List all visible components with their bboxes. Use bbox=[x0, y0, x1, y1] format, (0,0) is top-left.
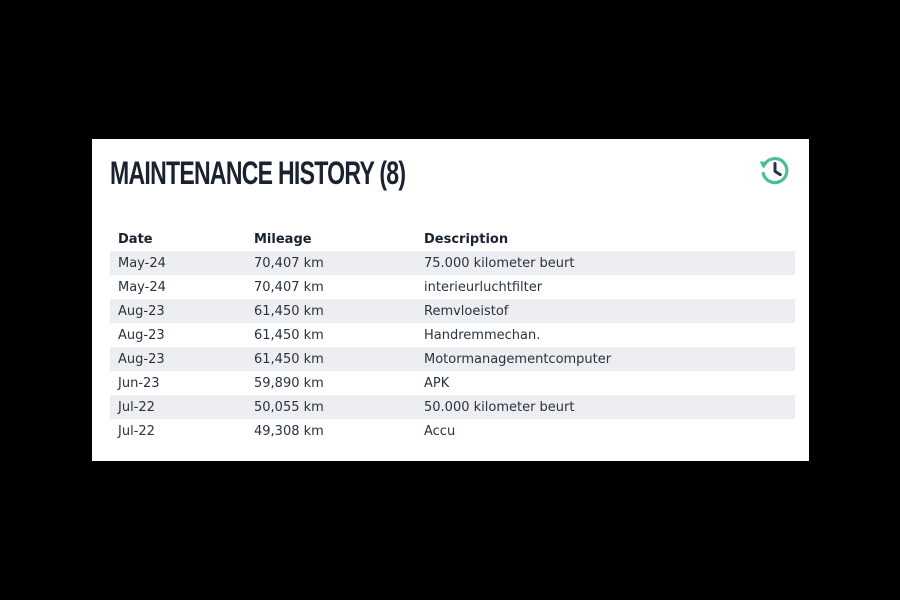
table-header-row bbox=[110, 227, 795, 251]
cell-date: Aug-23 bbox=[110, 347, 246, 371]
card-title: MAINTENANCE HISTORY (8) bbox=[110, 155, 406, 191]
table-row bbox=[110, 323, 795, 347]
cell-description: Accu bbox=[424, 423, 456, 439]
cell-date: Jul-22 bbox=[110, 395, 246, 419]
maintenance-history-card bbox=[92, 139, 809, 461]
table-row bbox=[110, 419, 795, 443]
cell-mileage: 61,450 km bbox=[246, 299, 416, 323]
cell-mileage: 49,308 km bbox=[254, 423, 324, 439]
table-row bbox=[110, 299, 795, 323]
cell-date: Jun-23 bbox=[118, 375, 160, 391]
column-header-mileage: Mileage bbox=[254, 231, 312, 247]
card-header bbox=[110, 153, 791, 197]
cell-description: Motormanagementcomputer bbox=[416, 347, 795, 371]
cell-mileage: 70,407 km bbox=[246, 251, 416, 275]
cell-description: APK bbox=[424, 375, 450, 391]
table-row bbox=[110, 251, 795, 275]
cell-description: Handremmechan. bbox=[424, 327, 541, 343]
cell-mileage: 59,890 km bbox=[254, 375, 324, 391]
maintenance-history-table bbox=[110, 227, 795, 443]
cell-date: Jul-22 bbox=[118, 423, 155, 439]
cell-mileage: 50,055 km bbox=[246, 395, 416, 419]
table-row bbox=[110, 347, 795, 371]
cell-mileage: 61,450 km bbox=[246, 347, 416, 371]
cell-mileage: 70,407 km bbox=[254, 279, 324, 295]
table-row bbox=[110, 395, 795, 419]
column-header-description: Description bbox=[424, 231, 509, 247]
cell-date: Aug-23 bbox=[110, 299, 246, 323]
cell-date: May-24 bbox=[118, 279, 166, 295]
cell-mileage: 61,450 km bbox=[254, 327, 324, 343]
cell-date: Aug-23 bbox=[118, 327, 165, 343]
column-header-date: Date bbox=[118, 231, 153, 247]
cell-description: 75.000 kilometer beurt bbox=[416, 251, 795, 275]
cell-description: interieurluchtfilter bbox=[424, 279, 543, 295]
table-row bbox=[110, 275, 795, 299]
cell-date: May-24 bbox=[110, 251, 246, 275]
cell-description: 50.000 kilometer beurt bbox=[416, 395, 795, 419]
cell-description: Remvloeistof bbox=[416, 299, 795, 323]
history-icon[interactable] bbox=[757, 153, 791, 187]
table-row bbox=[110, 371, 795, 395]
